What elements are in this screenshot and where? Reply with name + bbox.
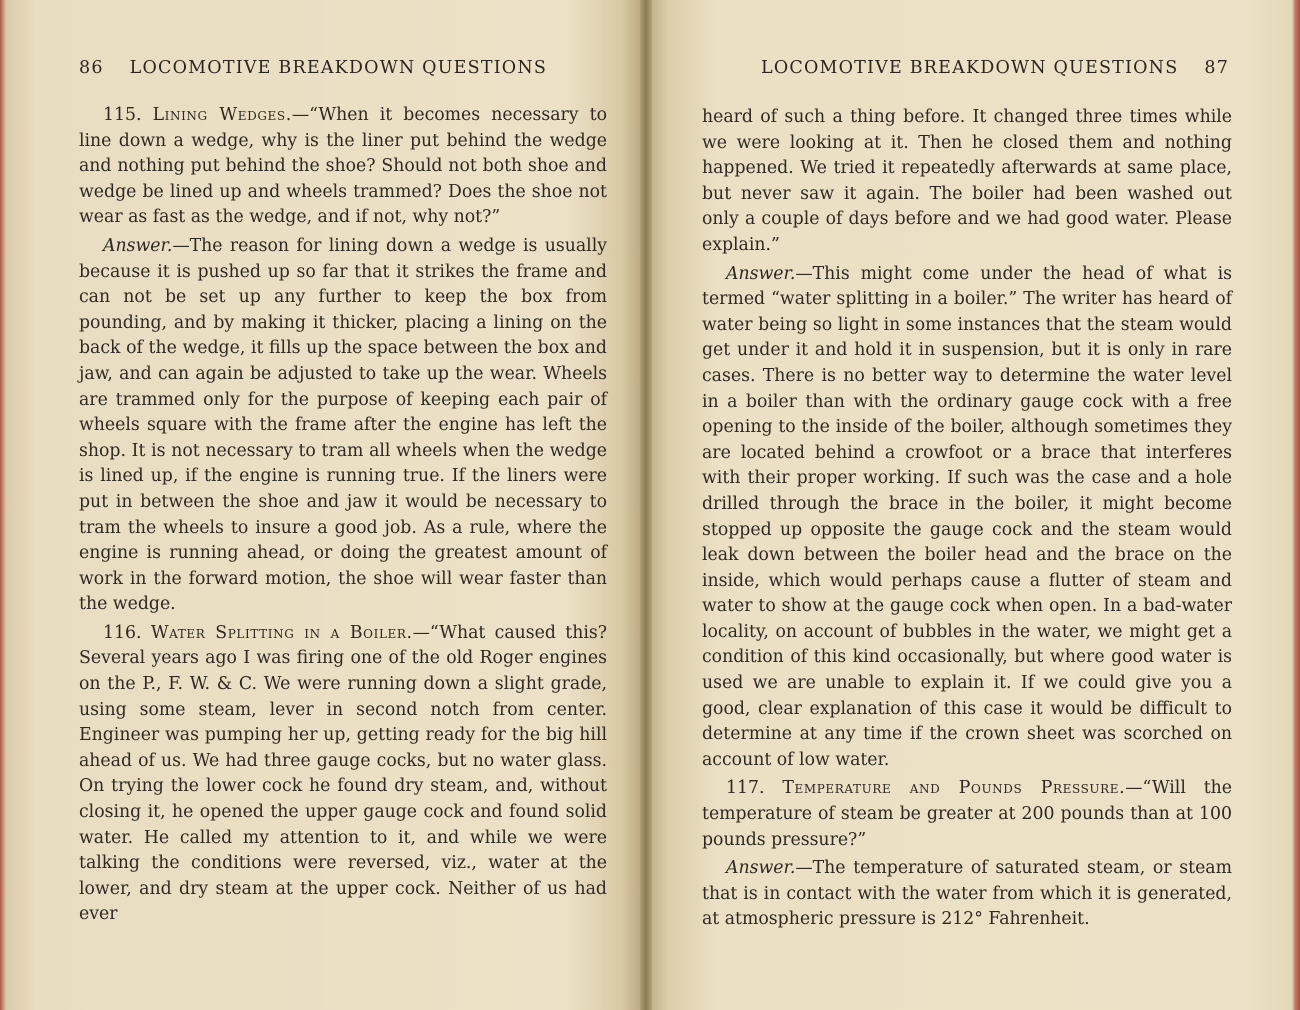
book-gutter xyxy=(640,0,652,1010)
question-115-title: Lining Wedges. xyxy=(152,105,292,125)
left-page xyxy=(6,0,644,1010)
answer-116-label: Answer. xyxy=(726,263,796,284)
answer-116 xyxy=(702,262,1232,774)
question-116-title: Water Splitting in a Boiler. xyxy=(150,622,413,643)
question-117 xyxy=(702,776,1232,853)
answer-117 xyxy=(702,856,1232,933)
answer-116-text: —This might come under the head of what is termed “water splitting in a boiler.” The writer has heard of water being so light in some instances that the steam would get under it and hold it in suspension, but it is only in rare cases. There is no better way to determine the water level in a boiler than with the ordinary gauge cock with a free opening to the inside of the boiler, although sometimes they are located behind a crowfoot or a brace that interferes with their proper working. If such was the case and a hole drilled through the brace in the boiler, it might become stopped up opposite the gauge cock and the steam would leak down between the boiler head and the brace on the inside, which would perhaps cause a flutter of steam and water to show at the gauge cock when open. In a bad-water locality, on account of bubbles in the water, we might get a condition of this kind occasionally, but where good water is used we are unable to explain it. If we could give you a good, clear explanation of this case it would be difficult to determine at any time if the crown sheet was scorched on account of low water. xyxy=(702,263,1232,770)
left-page-body xyxy=(79,103,607,931)
question-115-number: 115. xyxy=(103,105,142,125)
answer-117-text: —The temperature of saturated steam, or steam that is in contact with the water from which it is generated, at atmospheric pressure is 212° Fahrenheit. xyxy=(702,858,1232,930)
right-running-head xyxy=(761,58,1229,78)
question-116-continued xyxy=(702,105,1232,259)
question-116 xyxy=(79,621,607,928)
question-117-text: —“Will the temperature of steam be greater at 200 pounds than at 100 pounds pressure?” xyxy=(702,778,1233,850)
right-page-number: 87 xyxy=(1204,58,1230,78)
question-115 xyxy=(79,103,607,231)
answer-117-label: Answer. xyxy=(726,858,796,879)
answer-115-label: Answer. xyxy=(103,235,173,256)
left-running-head-title: LOCOMOTIVE BREAKDOWN QUESTIONS xyxy=(129,58,548,78)
question-115-text: —“When it becomes necessary to line down a wedge, why is the liner put behind the wedge and nothing put behind the shoe? Should not both shoe and wedge be lined up and wheels trammed? Does the shoe not wear as fast as the wedge, and if not, why not?” xyxy=(79,105,607,228)
page-edge xyxy=(1292,0,1300,1010)
question-117-title: Temperature and Pounds Pressure. xyxy=(782,778,1126,799)
right-running-head-title: LOCOMOTIVE BREAKDOWN QUESTIONS xyxy=(761,58,1179,78)
question-116-text-start: —“What caused this? Several years ago I was firing one of the old Roger engines on the P., F. W. & C. We were running down a slight grade, using some steam, lever in second notch from center. Engineer was pumping her up, getting ready for the big hill ahead of us. We had three gauge cocks, but no water glass. On trying the lower cock he found dry steam, and, without closing it, he opened the upper gauge cock and found solid water. He called my attention to it, and while we were talking the conditions were reversed, viz., water at the lower, and dry steam at the upper cock. Neither of us had ever xyxy=(79,622,607,925)
question-116-number: 116. xyxy=(103,622,142,643)
question-116-text-end: heard of such a thing before. It changed three times while we were looking at it. Then he closed them and nothing happened. We tried it repeatedly afterwards at same place, but never saw it again. The boiler had been washed out only a couple of days before and we had good water. Please explain.” xyxy=(702,107,1232,255)
right-page xyxy=(646,0,1294,1010)
left-page-number: 86 xyxy=(79,58,104,78)
right-page-body xyxy=(702,105,1232,936)
answer-115-text: —The reason for lining down a wedge is usually because it is pushed up so far that it strikes the frame and can not be set up any further to keep the box from pounding, and by making it thicker, placing a lining on the back of the wedge, it fills up the space between the box and jaw, and can again be adjusted to take up the wear. Wheels are trammed only for the purpose of keeping each pair of wheels square with the frame after the engine has left the shop. It is not necessary to tram all wheels when the wedge is lined up, if the engine is running true. If the liners were put in between the shoe and jaw it would be necessary to tram the wheels to insure a good job. As a rule, where the engine is running ahead, or doing the greatest amount of work in the forward motion, the shoe will wear faster than the wedge. xyxy=(79,235,607,615)
answer-115 xyxy=(79,234,607,618)
left-running-head xyxy=(79,58,547,78)
question-117-number: 117. xyxy=(726,778,765,799)
